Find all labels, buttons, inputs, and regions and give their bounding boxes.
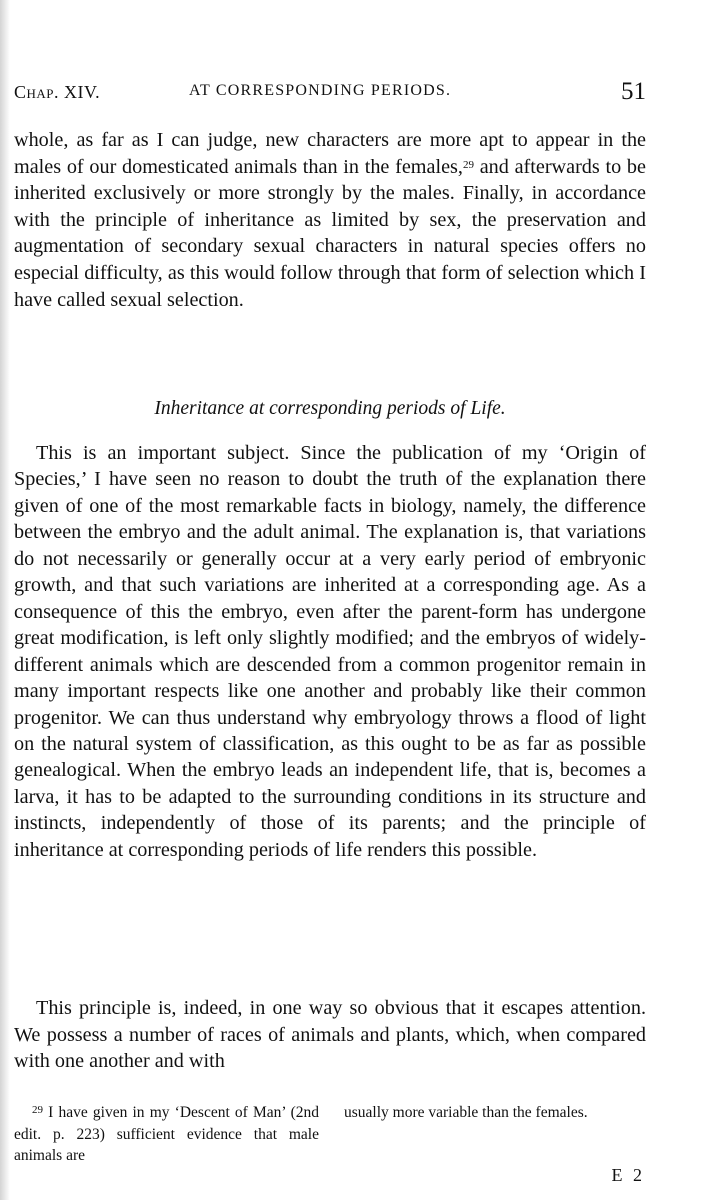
paragraph-3: [14, 995, 646, 1075]
chapter-label: Chap. XIV.: [14, 82, 101, 102]
paragraph-2: [14, 440, 646, 863]
footnote-column-2: [344, 1102, 646, 1124]
running-header: [14, 80, 646, 110]
footnote-number: 29: [32, 1104, 43, 1116]
paragraph-2-text: This is an important subject. Since the publication of my ‘Origin of Species,’ I have seen no reason to doubt the truth of the explanation there given of one of the most remarkable facts in biology, namely, the difference between the embryo and the adult animal. The explanation is, that variations do not necessarily or generally occur at a very early period of embryonic growth, and that such variations are inherited at a corresponding age. As a consequence of this the embryo, even after the parent-form has undergone great modification, is left only slightly modified; and the embryos of widely-different animals which are descended from a common progenitor remain in many important respects like one another and probably like their common progenitor. We can thus understand why embryology throws a flood of light on the natural system of classification, as this ought to be as far as possible genealogical. When the embryo leads an independent life, that is, becomes a larva, it has to be adapted to the surrounding conditions in its structure and instincts, independently of those of its parents; and the principle of inheritance at corresponding periods of life renders this possible.: [14, 442, 646, 861]
page-edge-shadow: [0, 0, 10, 1200]
footnote-text-1: I have given in my ‘Descent of Man’ (2nd edit. p. 223) sufficient evidence that male animals are: [14, 1104, 319, 1164]
section-heading: Inheritance at corresponding periods of Life.: [154, 398, 506, 419]
paragraph-1: [14, 127, 646, 313]
footnote-spacer: [14, 1104, 32, 1121]
paragraph-3-text: This principle is, indeed, in one way so obvious that it escapes attention. We possess a number of races of animals and plants, which, when compared with one another and with: [14, 997, 646, 1073]
footnote-column-1: [14, 1102, 319, 1167]
paragraph-1-text-a: whole, as far as I can judge, new characters are more apt to appear in the males of our domesticated animals than in the females,: [14, 129, 646, 178]
signature-mark: E 2: [611, 1165, 645, 1185]
page-number: 51: [621, 78, 646, 105]
footnote-text-2: usually more variable than the females.: [344, 1104, 588, 1121]
footnote-reference: 29: [462, 158, 474, 171]
paragraph-1-text-b: and afterwards to be inherited exclusively or more strongly by the males. Finally, in accordance with the principle of inheritance as limited by sex, the preservation and augmentation of secondary sexual characters in natural species offers no especial difficulty, as this would follow through that form of selection which I have called sexual selection.: [14, 155, 646, 311]
running-title: AT CORRESPONDING PERIODS.: [189, 82, 452, 99]
